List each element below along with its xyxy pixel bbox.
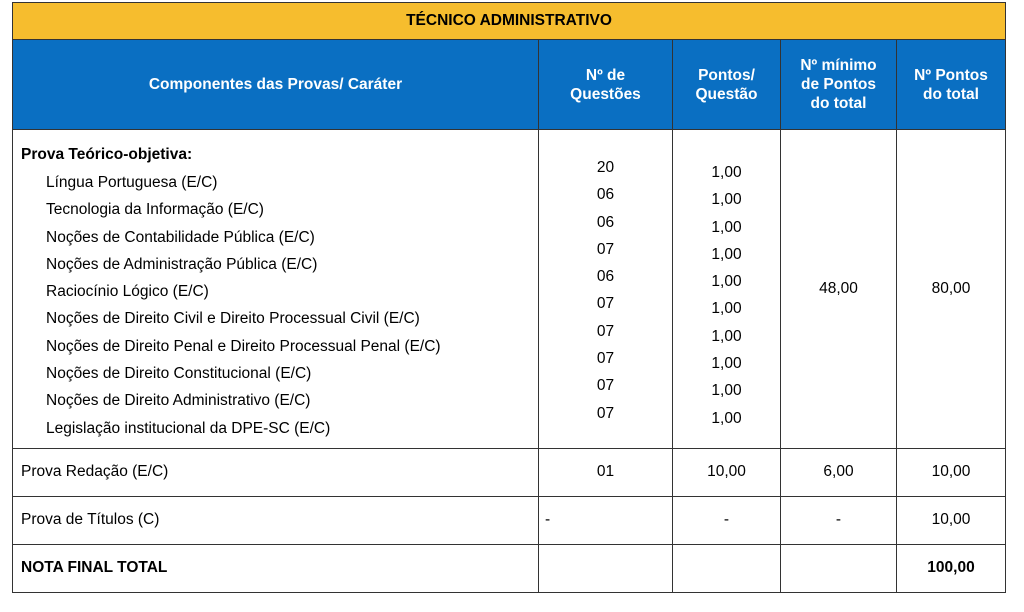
header-componentes: Componentes das Provas/ Caráter <box>13 40 539 130</box>
subject-name: Noções de Direito Civil e Direito Processual Civil (E/C) <box>46 310 420 328</box>
subject-name: Noções de Direito Constitucional (E/C) <box>46 365 312 383</box>
header-minimo <box>781 40 897 130</box>
subject-pontos: 1,00 <box>711 218 742 236</box>
subject-questoes: 07 <box>596 295 615 313</box>
header-row <box>13 40 1006 130</box>
table-title: TÉCNICO ADMINISTRATIVO <box>13 3 1006 40</box>
subject-questoes: 20 <box>596 159 615 176</box>
header-questoes <box>539 40 673 130</box>
titulos-minimo: - <box>781 496 897 544</box>
objetiva-minimo: 48,00 <box>781 130 897 449</box>
objetiva-row <box>13 130 1006 449</box>
subject-pontos: 1,00 <box>711 327 742 345</box>
objetiva-label: Prova Teórico-objetiva: <box>21 146 193 163</box>
subject-pontos: 1,00 <box>711 382 742 400</box>
subject-pontos: 1,00 <box>711 409 742 427</box>
header-total <box>897 40 1006 130</box>
subject-list <box>21 169 538 442</box>
header-pontos-line-1: Pontos/ <box>698 66 755 84</box>
header-pontos-line-2: Questão <box>695 85 758 103</box>
subject-name: Noções de Contabilidade Pública (E/C) <box>46 228 315 246</box>
redacao-row <box>13 448 1006 496</box>
header-questoes-line-2: Questões <box>570 85 641 103</box>
header-minimo-line-3: do total <box>810 95 867 112</box>
subject-name: Língua Portuguesa (E/C) <box>46 174 218 191</box>
header-minimo-line-1: Nº mínimo <box>800 57 877 74</box>
header-total-line-2: do total <box>923 85 979 103</box>
titulos-label: Prova de Títulos (C) <box>13 496 539 544</box>
subject-name: Noções de Direito Penal e Direito Processual Penal (E/C) <box>46 337 441 355</box>
redacao-total: 10,00 <box>897 448 1006 496</box>
subject-pontos: 1,00 <box>711 191 742 209</box>
questoes-list <box>539 154 672 427</box>
subject-questoes: 06 <box>596 213 615 231</box>
redacao-questoes: 01 <box>539 448 673 496</box>
subject-name: Tecnologia da Informação (E/C) <box>46 201 264 219</box>
subject-name: Legislação institucional da DPE-SC (E/C) <box>46 419 331 437</box>
subject-pontos: 1,00 <box>711 273 742 291</box>
final-total: 100,00 <box>897 544 1006 592</box>
objetiva-pontos <box>673 130 781 449</box>
subject-pontos: 1,00 <box>711 300 742 318</box>
header-total-line-1: Nº Pontos <box>914 66 988 84</box>
redacao-minimo: 6,00 <box>781 448 897 496</box>
subject-pontos: 1,00 <box>711 355 742 373</box>
subject-name: Raciocínio Lógico (E/C) <box>46 283 209 301</box>
subject-pontos: 1,00 <box>711 164 742 181</box>
subject-questoes: 07 <box>596 322 615 340</box>
header-pontos-questao <box>673 40 781 130</box>
subject-questoes: 07 <box>596 240 615 258</box>
subject-questoes: 06 <box>596 268 615 286</box>
subject-questoes: 07 <box>596 404 615 422</box>
header-questoes-line-1: Nº de <box>585 66 626 84</box>
final-row <box>13 544 1006 592</box>
objetiva-questoes <box>539 130 673 449</box>
titulos-questoes: - <box>539 496 673 544</box>
redacao-pontos: 10,00 <box>673 448 781 496</box>
titulos-total: 10,00 <box>897 496 1006 544</box>
titulos-row <box>13 496 1006 544</box>
pontos-list <box>673 159 780 432</box>
final-minimo-empty <box>781 544 897 592</box>
subject-name: Noções de Direito Administrativo (E/C) <box>46 392 311 410</box>
exam-table <box>12 2 1006 593</box>
redacao-label: Prova Redação (E/C) <box>13 448 539 496</box>
titulos-pontos: - <box>673 496 781 544</box>
header-minimo-line-2: de Pontos <box>801 76 876 93</box>
subject-pontos: 1,00 <box>711 245 742 263</box>
objetiva-total: 80,00 <box>897 130 1006 449</box>
subject-questoes: 07 <box>596 377 615 395</box>
subject-name: Noções de Administração Pública (E/C) <box>46 255 318 273</box>
objetiva-components <box>13 130 539 449</box>
subject-questoes: 07 <box>596 350 615 368</box>
subject-questoes: 06 <box>596 186 615 204</box>
title-row <box>13 3 1006 40</box>
final-pontos-empty <box>673 544 781 592</box>
final-label: NOTA FINAL TOTAL <box>13 544 539 592</box>
final-questoes-empty <box>539 544 673 592</box>
